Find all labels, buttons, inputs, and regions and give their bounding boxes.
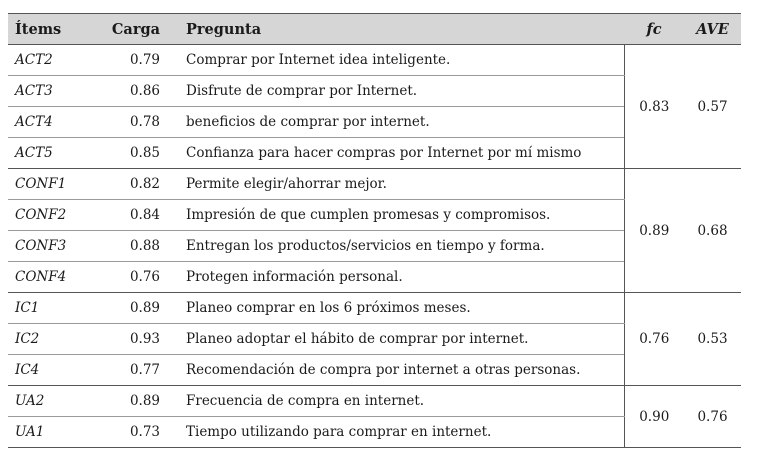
item-cell: ACT5 (8, 138, 110, 169)
item-cell: ACT2 (8, 45, 110, 76)
table-row (8, 45, 741, 76)
fc-cell: 0.89 (624, 169, 684, 293)
ave-cell: 0.76 (684, 386, 741, 448)
pregunta-cell: Permite elegir/ahorrar mejor. (170, 169, 624, 200)
pregunta-cell: beneficios de comprar por internet. (170, 107, 624, 138)
carga-cell: 0.86 (110, 76, 170, 107)
table-row (8, 293, 741, 324)
pregunta-cell: Planeo comprar en los 6 próximos meses. (170, 293, 624, 324)
pregunta-cell: Protegen información personal. (170, 262, 624, 293)
carga-cell: 0.73 (110, 417, 170, 448)
header-items: Ítems (8, 14, 110, 45)
carga-cell: 0.89 (110, 386, 170, 417)
item-cell: IC2 (8, 324, 110, 355)
pregunta-cell: Comprar por Internet idea inteligente. (170, 45, 624, 76)
reliability-table (8, 13, 741, 448)
pregunta-cell: Frecuencia de compra en internet. (170, 386, 624, 417)
carga-cell: 0.82 (110, 169, 170, 200)
reliability-table-container (8, 13, 741, 448)
ave-cell: 0.53 (684, 293, 741, 386)
item-cell: IC4 (8, 355, 110, 386)
header-carga: Carga (110, 14, 170, 45)
pregunta-cell: Entregan los productos/servicios en tiempo y forma. (170, 231, 624, 262)
item-cell: UA2 (8, 386, 110, 417)
fc-cell: 0.76 (624, 293, 684, 386)
carga-cell: 0.79 (110, 45, 170, 76)
carga-cell: 0.93 (110, 324, 170, 355)
header-row (8, 14, 741, 45)
table-row (8, 169, 741, 200)
table-body (8, 45, 741, 448)
item-cell: CONF3 (8, 231, 110, 262)
header-ave: AVE (684, 14, 741, 45)
item-cell: IC1 (8, 293, 110, 324)
pregunta-cell: Tiempo utilizando para comprar en internet. (170, 417, 624, 448)
table-header (8, 14, 741, 45)
carga-cell: 0.89 (110, 293, 170, 324)
carga-cell: 0.76 (110, 262, 170, 293)
fc-cell: 0.90 (624, 386, 684, 448)
pregunta-cell: Disfrute de comprar por Internet. (170, 76, 624, 107)
item-cell: UA1 (8, 417, 110, 448)
pregunta-cell: Confianza para hacer compras por Internet por mí mismo (170, 138, 624, 169)
carga-cell: 0.78 (110, 107, 170, 138)
item-cell: CONF2 (8, 200, 110, 231)
header-pregunta: Pregunta (170, 14, 624, 45)
item-cell: CONF1 (8, 169, 110, 200)
item-cell: ACT3 (8, 76, 110, 107)
pregunta-cell: Recomendación de compra por internet a otras personas. (170, 355, 624, 386)
carga-cell: 0.84 (110, 200, 170, 231)
pregunta-cell: Impresión de que cumplen promesas y compromisos. (170, 200, 624, 231)
item-cell: CONF4 (8, 262, 110, 293)
ave-cell: 0.57 (684, 45, 741, 169)
pregunta-cell: Planeo adoptar el hábito de comprar por internet. (170, 324, 624, 355)
ave-cell: 0.68 (684, 169, 741, 293)
fc-cell: 0.83 (624, 45, 684, 169)
item-cell: ACT4 (8, 107, 110, 138)
table-row (8, 386, 741, 417)
carga-cell: 0.88 (110, 231, 170, 262)
carga-cell: 0.85 (110, 138, 170, 169)
header-fc: fc (624, 14, 684, 45)
carga-cell: 0.77 (110, 355, 170, 386)
